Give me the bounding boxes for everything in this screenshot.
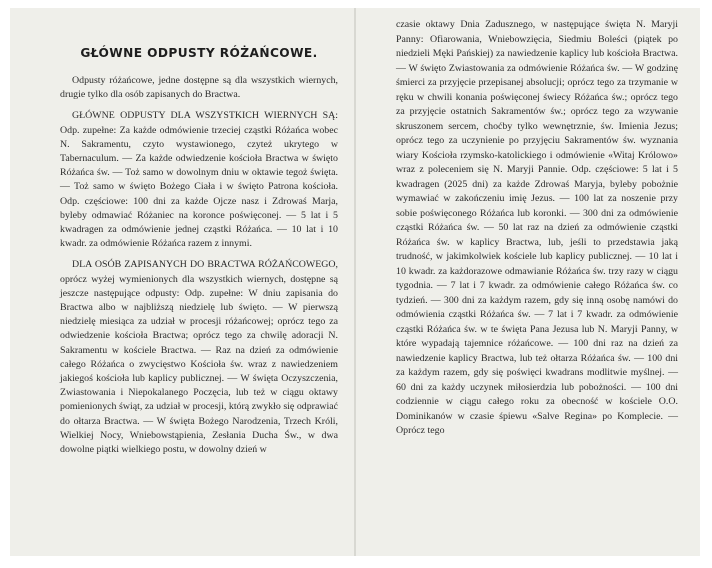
- page-title: GŁÓWNE ODPUSTY RÓŻAŃCOWE.: [80, 46, 318, 60]
- indulgences-all-faithful-paragraph: GŁÓWNE ODPUSTY DLA WSZYSTKICH WIERNYCH SĄ: Odp. zupełne: Za każde odmówienie trzeciej cząstki Różańca wobec N. Sakramentu, czyto wystawionego, czyteż ukrytego w Tabernaculum. — Za każde odwiedzenie kościoła Bractwa w święto Różańca św. — Toż samo w dowolnym dniu w oktawie tegoż święta. — Toż samo w święto Bożego Ciała i w święto Patrona kościoła. Odp. częściowe: 100 dni za każde Ojcze nasz i Zdrowaś Marja, byleby odmawiać Różaniec na koronce poświęconej. — 5 lat i 5 kwadragen za odmówienie jednej cząstki Różańca. — 10 lat i 10 kwadr. za odmówienie Różańca razem z innymi.: [60, 110, 338, 250]
- left-page: [10, 8, 354, 556]
- intro-paragraph: Odpusty różańcowe, jedne dostępne są dla wszystkich wiernych, drugie tylko dla osób zapisanych do Bractwa.: [60, 75, 338, 101]
- continued-paragraph: czasie oktawy Dnia Zadusznego, w następujące święta N. Maryji Panny: Ofiarowania, Wniebowzięcia, Siedmiu Boleści (piątek po niedzieli Męki Pańskiej) za nawiedzenie kaplicy lub kościoła Bractwa. — W święto Zwiastowania za odmówienie Różańca św. — W godzinę śmierci za przyjęcie przepisanej absolucji; oprócz tego za trzymanie w ręku w chwili konania poświęconej świecy Różańca św.; oprócz tego za przyjęcie ostatnich Sakramentów św.; oprócz tego za wzywanie skruszonem sercem, choćby tylko wewnętrznie, św. Imienia Jezus; oprócz tego za uczynienie po przyjęciu Sakramentów św. wyznania wiary Kościoła rzymsko-katolickiego i odmówienie «Witaj Królowo» wraz z poleceniem się N. Maryji Pannie. Odp. częściowe: 5 lat i 5 kwadragen (2025 dni) za każde Zdrowaś Maryja, byleby pobożnie wymawiać w zakończeniu imię Jezus. — 100 lat za noszenie przy sobie poświęconego Różańca lub koronki. — 300 dni za odmówienie cząstki Różańca św. — 50 lat raz na dzień za odmówienie cząstki Różańca św. w kaplicy Bractwa, lub, jeśli to przedstawia jaką trudność, w jakimkolwiek kościele lub kaplicy publicznej. — 10 lat i 10 kwadr. za każdorazowe odmawianie Różańca św. trzy razy w ciągu tygodnia. — 7 lat i 7 kwadr. za odmówienie całego Różańca św. co tydzień. — 300 dni za każdym razem, gdy się inną osobę namówi do odmówienia cząstki Różańca św. — 7 lat i 7 kwadr. za odmówienie cząstki Różańca św. w te święta Pana Jezusa lub N. Maryji Panny, w które wypadają tajemnice różańcowe. — 100 dni raz na dzień za nawiedzenie kaplicy Bractwa, lub też ołtarza Różańca św. — 100 dni za każdym razem, gdy się poświęci kwadrans modlitwie myślnej. — 60 dni za każdy uczynek miłosierdzia lub pobożności. — 100 dni codziennie w ciągu całego roku za obecność w kościele O.O. Dominikanów w czasie śpiewu «Salve Regina» po Komplecie. — Oprócz tego: [396, 19, 678, 436]
- right-page: [356, 8, 700, 556]
- indulgences-brotherhood-paragraph: DLA OSÓB ZAPISANYCH DO BRACTWA RÓŻAŃCOWEGO, oprócz wyżej wymienionych dla wszystkich wiernych, dostępne są jeszcze następujące odpusty: Odp. zupełne: W dniu zapisania do Bractwa albo w najbliższą niedzielę lub święto. — W pierwszą niedzielę miesiąca za udział w procesji różańcowej; oprócz tego za odwiedzenie kościoła Bractwa; oprócz tego za chwilę adoracji N. Sakramentu w kościele Bractwa. — Raz na dzień za odmówienie całego Różańca o zwycięstwo Kościoła św. wraz z nawiedzeniem jakiegoś kościoła lub kaplicy publicznej. — W święta Oczyszczenia, Zwiastowania i Niepokalanego Poczęcia, lub też w ciągu oktawy pomienionych świąt, za udział w procesji, którą zwykło się odprawiać do ołtarza Bractwa. — W święta Bożego Narodzenia, Trzech Króli, Wielkiej Nocy, Wniebowstąpienia, Zesłania Ducha Św., w dwa dowolne piątki wielkiego postu, w dowolny dzień w: [60, 259, 338, 456]
